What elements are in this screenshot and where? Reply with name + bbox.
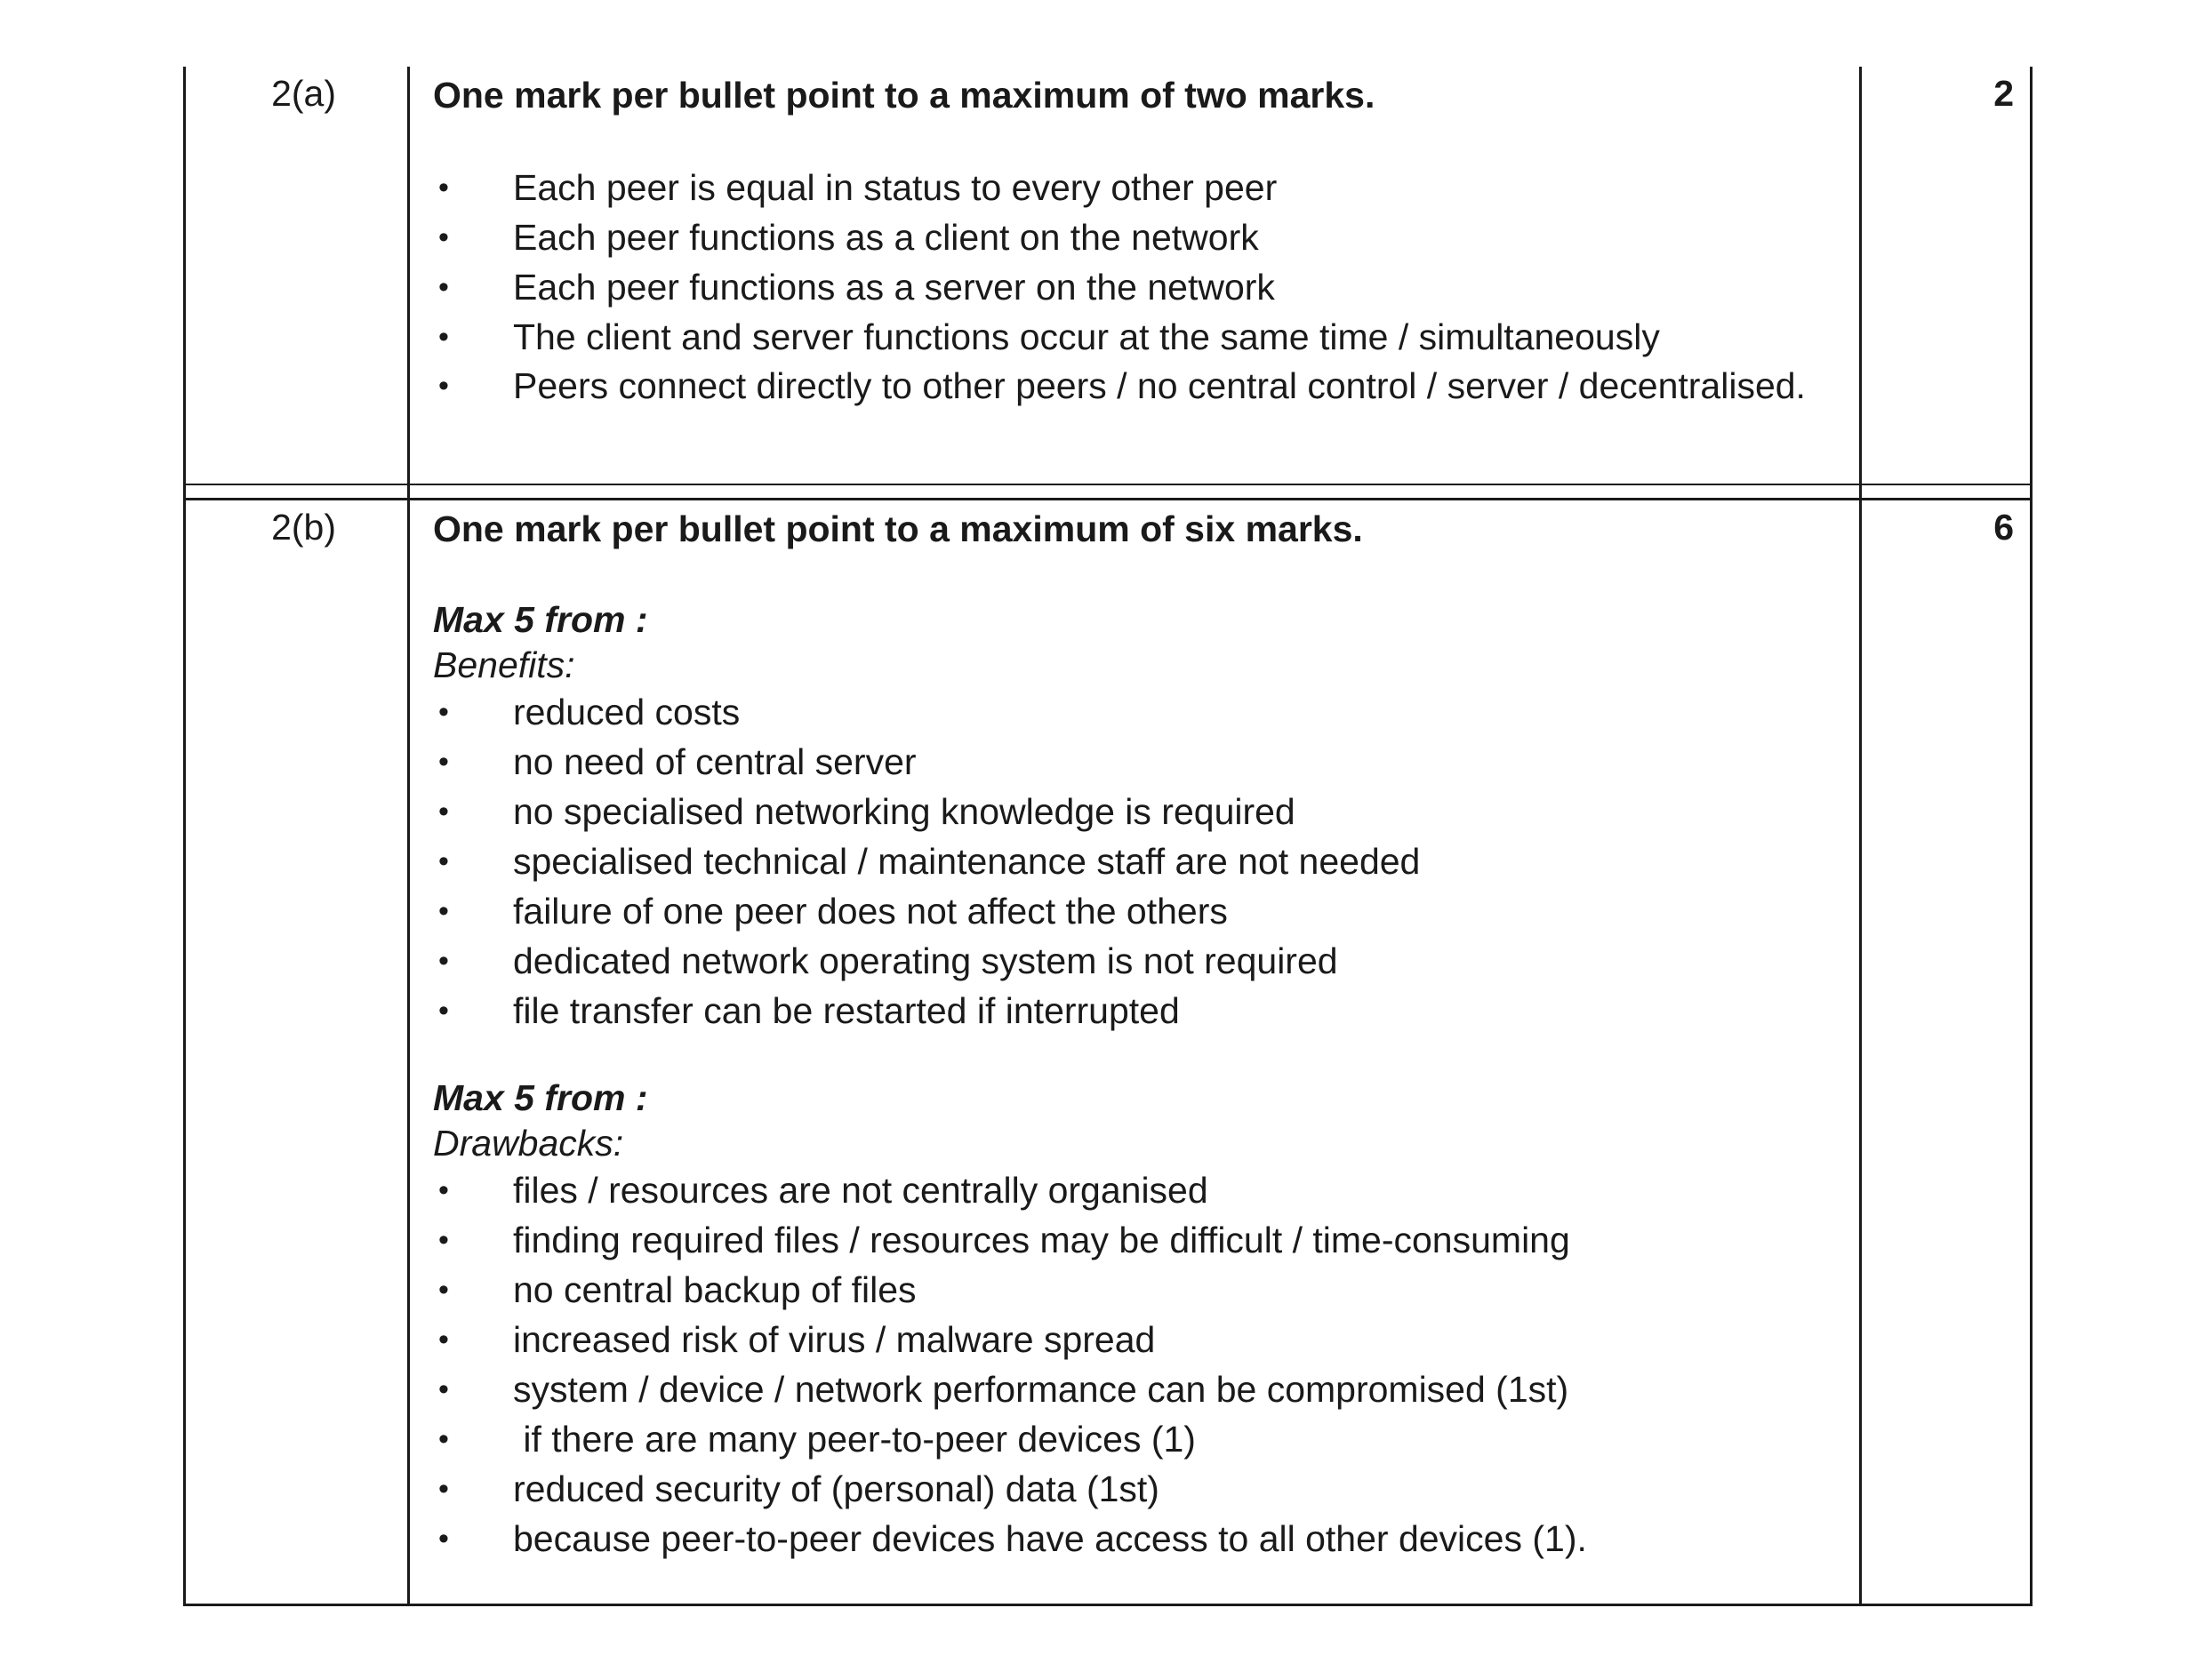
bullet-icon: • [438,844,449,878]
max-label: Max 5 from : [433,1077,648,1118]
bullet-icon: • [438,994,449,1028]
bullet-icon: • [438,695,449,729]
list-item [433,1464,1859,1514]
bullet-icon: • [438,1472,449,1506]
list-item [433,1514,1859,1564]
bullet-icon: • [438,1173,449,1207]
answer-bullet-list [433,163,1859,410]
marks-value: 2 [1861,67,2032,484]
separator-cell [1861,484,2032,500]
bullet-icon: • [438,1522,449,1556]
mark-scheme-table [183,67,2033,1606]
bullet-icon: • [438,894,449,928]
list-item [433,1414,1859,1464]
list-item-text: because peer-to-peer devices have access to all other devices (1). [513,1518,1587,1559]
bullet-icon: • [438,369,449,403]
group-label-drawbacks: Drawbacks: [433,1123,624,1164]
marking-instruction: One mark per bullet point to a maximum of two marks. [433,75,1375,116]
bullet-icon: • [438,270,449,304]
list-item-text: specialised technical / maintenance staff are not needed [513,841,1421,882]
list-item [433,687,1859,737]
list-item [433,1165,1859,1215]
list-item-text: Each peer functions as a client on the network [513,217,1259,258]
list-item [433,886,1859,936]
row-separator [185,484,2032,500]
mark-scheme-row-2b [185,500,2032,1605]
bullet-icon: • [438,320,449,354]
list-item-text: reduced costs [513,692,741,732]
list-item-text: if there are many peer-to-peer devices (1) [513,1419,1196,1460]
list-item-text: reduced security of (personal) data (1st) [513,1468,1159,1509]
separator-cell [185,484,409,500]
list-item [433,212,1859,262]
list-item-text: no need of central server [513,741,917,782]
list-item-text: Each peer functions as a server on the network [513,267,1275,308]
bullet-icon: • [438,171,449,204]
list-item [433,936,1859,986]
drawbacks-bullet-list [433,1165,1859,1564]
list-item [433,836,1859,886]
list-item [433,1315,1859,1364]
list-item [433,737,1859,787]
list-item-text: increased risk of virus / malware spread [513,1319,1156,1360]
list-item [433,262,1859,312]
list-item-text: failure of one peer does not affect the others [513,891,1228,932]
answer-cell [409,500,1861,1605]
list-item-text: The client and server functions occur at the same time / simultaneously [513,316,1660,357]
bullet-icon: • [438,1372,449,1406]
list-item-text: finding required files / resources may be difficult / time-consuming [513,1220,1570,1260]
spacer [433,1036,1859,1075]
marking-instruction: One mark per bullet point to a maximum of six marks. [433,508,1363,549]
list-item-text: files / resources are not centrally organised [513,1170,1208,1211]
bullet-icon: • [438,1273,449,1307]
marks-value: 6 [1861,500,2032,1605]
benefits-bullet-list [433,687,1859,1036]
list-item-text: system / device / network performance can be compromised (1st) [513,1369,1569,1410]
mark-scheme-row-2a [185,67,2032,484]
list-item [433,312,1859,362]
list-item [433,787,1859,836]
max-label: Max 5 from : [433,599,648,640]
list-item-text: no central backup of files [513,1269,917,1310]
bullet-icon: • [438,1223,449,1257]
bullet-icon: • [438,220,449,254]
list-item-text: dedicated network operating system is not required [513,940,1338,981]
question-number: 2(a) [185,67,409,484]
list-item-text: no specialised networking knowledge is required [513,791,1295,832]
bullet-icon: • [438,795,449,828]
list-item [433,362,1859,410]
separator-cell [409,484,1861,500]
bullet-icon: • [438,1422,449,1456]
list-item [433,163,1859,212]
bullet-icon: • [438,745,449,779]
list-item-text: file transfer can be restarted if interrupted [513,990,1180,1031]
list-item-text: Each peer is equal in status to every other peer [513,167,1278,208]
answer-cell [409,67,1861,484]
list-item [433,1364,1859,1414]
question-number: 2(b) [185,500,409,1605]
list-item [433,1215,1859,1265]
list-item [433,986,1859,1036]
list-item-text: Peers connect directly to other peers / no central control / server / decentralised. [513,365,1806,406]
bullet-icon: • [438,944,449,978]
group-label-benefits: Benefits: [433,644,575,685]
list-item [433,1265,1859,1315]
bullet-icon: • [438,1323,449,1356]
